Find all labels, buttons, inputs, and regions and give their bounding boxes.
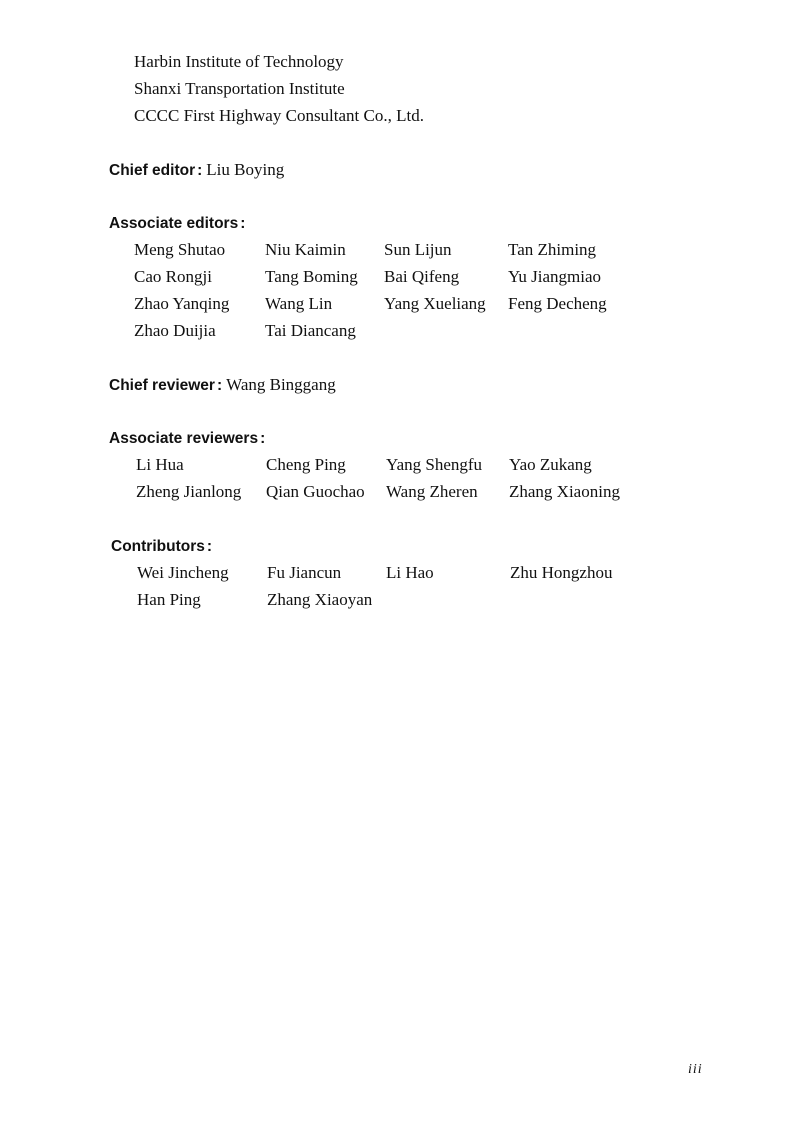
list-item: Yao Zukang: [509, 455, 592, 474]
chief-editor-name: Liu Boying: [206, 160, 285, 179]
chief-reviewer-name: Wang Binggang: [226, 375, 336, 394]
list-item: Wang Zheren: [386, 482, 478, 501]
list-item: Bai Qifeng: [384, 267, 460, 286]
list-item: Yang Xueliang: [384, 294, 486, 313]
list-item: Yu Jiangmiao: [508, 267, 602, 286]
organization-line: Harbin Institute of Technology: [134, 52, 344, 71]
list-item: Zhu Hongzhou: [510, 563, 613, 582]
list-item: Han Ping: [137, 590, 201, 609]
page-number: iii: [688, 1062, 703, 1077]
list-item: Zhao Duijia: [134, 321, 216, 340]
list-item: Zhang Xiaoning: [509, 482, 620, 501]
chief-editor-label: Chief editor :: [109, 162, 203, 179]
list-item: Tai Diancang: [265, 321, 356, 340]
organization-line: CCCC First Highway Consultant Co., Ltd.: [134, 106, 424, 125]
list-item: Zhang Xiaoyan: [267, 590, 373, 609]
list-item: Sun Lijun: [384, 240, 452, 259]
chief-editor-line: [109, 160, 284, 181]
list-item: Wei Jincheng: [137, 563, 229, 582]
list-item: Li Hua: [136, 455, 184, 474]
list-item: Feng Decheng: [508, 294, 607, 313]
list-item: Cheng Ping: [266, 455, 346, 474]
list-item: Zhao Yanqing: [134, 294, 230, 313]
list-item: Cao Rongji: [134, 267, 212, 286]
list-item: Wang Lin: [265, 294, 333, 313]
chief-reviewer-label: Chief reviewer :: [109, 377, 223, 394]
list-item: Zheng Jianlong: [136, 482, 242, 501]
associate-reviewers-heading: Associate reviewers :: [109, 430, 266, 447]
contributors-heading: Contributors :: [111, 538, 213, 555]
list-item: Li Hao: [386, 563, 434, 582]
list-item: Yang Shengfu: [386, 455, 483, 474]
organization-line: Shanxi Transportation Institute: [134, 79, 345, 98]
list-item: Tang Boming: [265, 267, 358, 286]
list-item: Qian Guochao: [266, 482, 365, 501]
list-item: Fu Jiancun: [267, 563, 342, 582]
associate-editors-heading: Associate editors :: [109, 215, 246, 232]
chief-reviewer-line: [109, 375, 336, 396]
list-item: Meng Shutao: [134, 240, 226, 259]
list-item: Tan Zhiming: [508, 240, 597, 259]
list-item: Niu Kaimin: [265, 240, 346, 259]
